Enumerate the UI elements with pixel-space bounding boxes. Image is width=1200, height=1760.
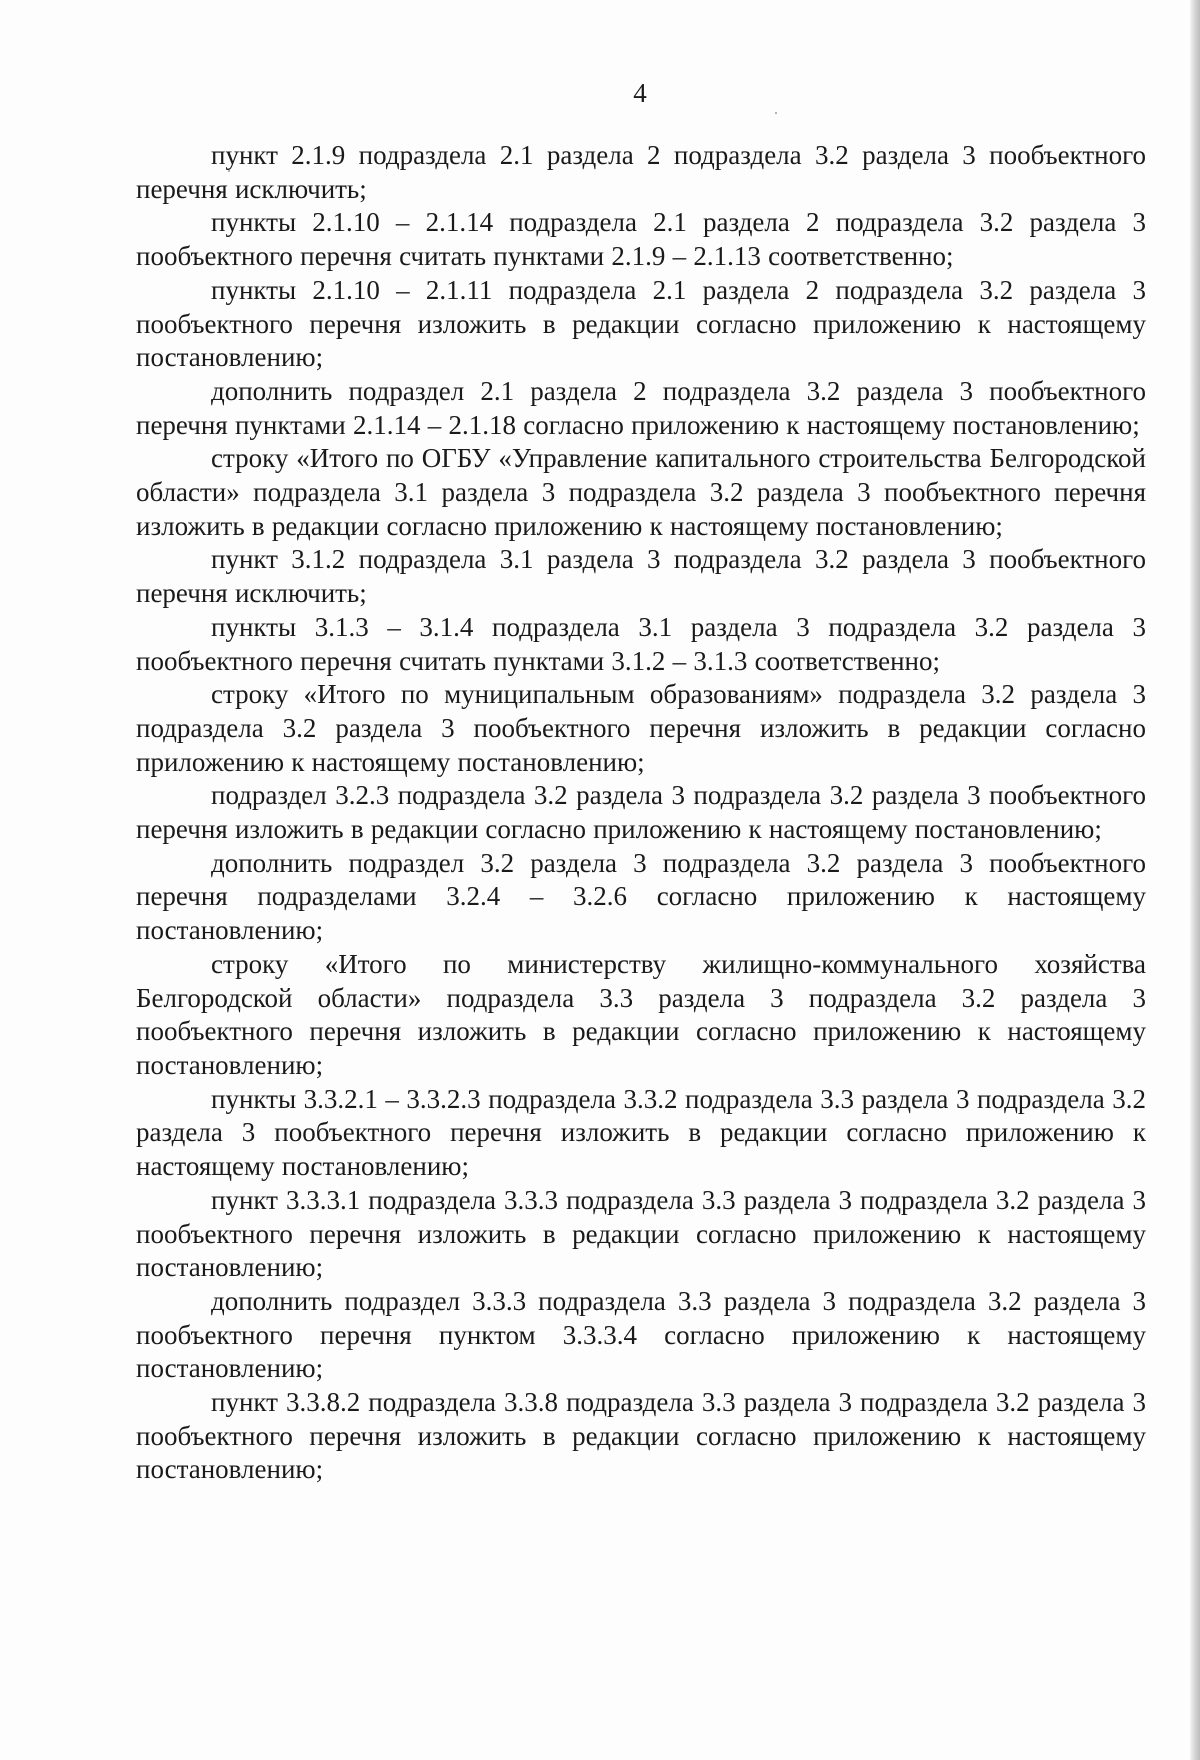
paragraph-11: строку «Итого по министерству жилищно-коммунального хозяйства Белгородской области» подраздела 3.3 раздела 3 подраздела 3.2 раздела 3 пообъектного перечня изложить в редакции согласно приложению к настоящему постановлению; — [136, 948, 1146, 1080]
paragraph-5: строку «Итого по ОГБУ «Управление капитального строительства Белгородской области» подраздела 3.1 раздела 3 подраздела 3.2 раздела 3 пообъектного перечня изложить в редакции согласно приложению к настоящему постановлению; — [136, 443, 1146, 541]
paragraph-3: пункты 2.1.10 – 2.1.11 подраздела 2.1 раздела 2 подраздела 3.2 раздела 3 пообъектного перечня изложить в редакции согласно приложению к настоящему постановлению; — [136, 274, 1146, 373]
paragraph-15: пункт 3.3.8.2 подраздела 3.3.8 подраздела 3.3 раздела 3 подраздела 3.2 раздела 3 пообъектного перечня изложить в редакции согласно приложению к настоящему постановлению; — [136, 1387, 1146, 1485]
paragraph-9: подраздел 3.2.3 подраздела 3.2 раздела 3 подраздела 3.2 раздела 3 пообъектного перечня изложить в редакции согласно приложению к настоящему постановлению; — [136, 780, 1146, 845]
paragraph-8: строку «Итого по муниципальным образованиям» подраздела 3.2 раздела 3 подраздела 3.2 раздела 3 пообъектного перечня изложить в редакции согласно приложению к настоящему постановлению; — [136, 679, 1146, 777]
paragraph-14: дополнить подраздел 3.3.3 подраздела 3.3 раздела 3 подраздела 3.2 раздела 3 пообъектного перечня пунктом 3.3.3.4 согласно приложению к настоящему постановлению; — [136, 1285, 1146, 1384]
paragraph-10: дополнить подраздел 3.2 раздела 3 подраздела 3.2 раздела 3 пообъектного перечня подразделами 3.2.4 – 3.2.6 согласно приложению к настоящему постановлению; — [136, 847, 1146, 946]
document-body — [136, 139, 1146, 1487]
paragraph-6: пункт 3.1.2 подраздела 3.1 раздела 3 подраздела 3.2 раздела 3 пообъектного перечня исключить; — [136, 544, 1146, 609]
scan-edge-shadow — [1190, 0, 1200, 1760]
paragraph-7: пункты 3.1.3 – 3.1.4 подраздела 3.1 раздела 3 подраздела 3.2 раздела 3 пообъектного перечня считать пунктами 3.1.2 – 3.1.3 соответственно; — [136, 611, 1146, 676]
paragraph-12: пункты 3.3.2.1 – 3.3.2.3 подраздела 3.3.2 подраздела 3.3 раздела 3 подраздела 3.2 раздела 3 пообъектного перечня изложить в редакции согласно приложению к настоящему постановлению; — [136, 1083, 1146, 1182]
paragraph-4: дополнить подраздел 2.1 раздела 2 подраздела 3.2 раздела 3 пообъектного перечня пунктами 2.1.14 – 2.1.18 согласно приложению к настоящему постановлению; — [136, 375, 1146, 440]
page-number: 4 — [633, 78, 647, 108]
paragraph-13: пункт 3.3.3.1 подраздела 3.3.3 подраздела 3.3 раздела 3 подраздела 3.2 раздела 3 пообъектного перечня изложить в редакции согласно приложению к настоящему постановлению; — [136, 1184, 1146, 1283]
paragraph-2: пункты 2.1.10 – 2.1.14 подраздела 2.1 раздела 2 подраздела 3.2 раздела 3 пообъектного перечня считать пунктами 2.1.9 – 2.1.13 соответственно; — [136, 207, 1146, 272]
paragraph-1: пункт 2.1.9 подраздела 2.1 раздела 2 подраздела 3.2 раздела 3 пообъектного перечня исключить; — [136, 140, 1146, 204]
scan-speck — [775, 112, 777, 114]
